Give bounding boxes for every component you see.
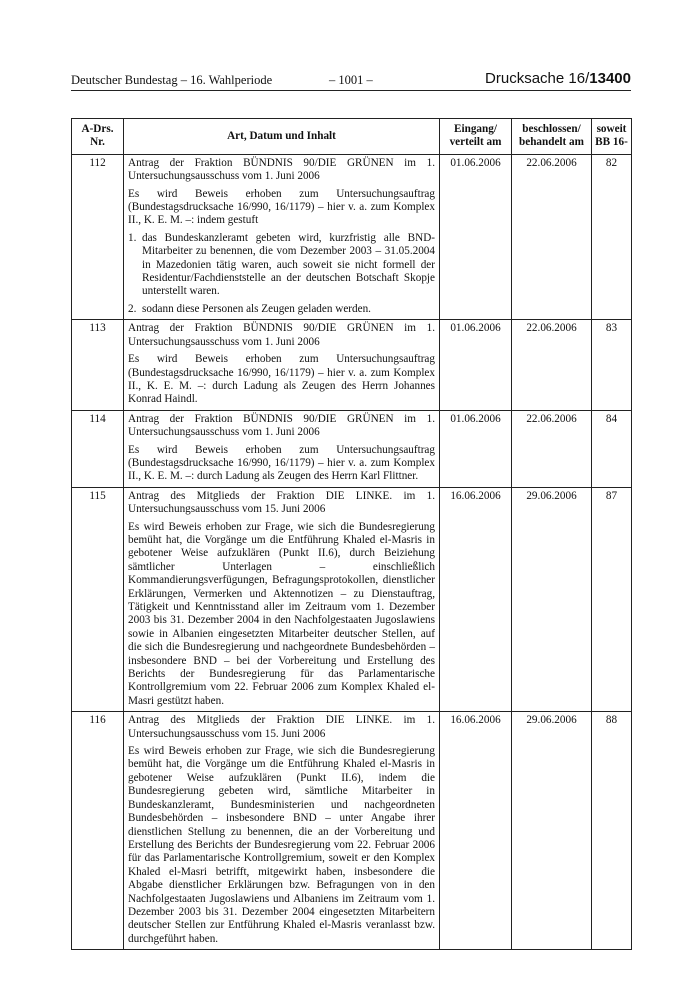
row-beschlossen-date: 22.06.2006 bbox=[512, 154, 592, 319]
col-header-eingang: Eingang/ verteilt am bbox=[440, 119, 512, 155]
row-title: Antrag der Fraktion BÜNDNIS 90/DIE GRÜNEN im 1. Untersuchungsausschuss vom 1. Juni 2006 bbox=[128, 156, 435, 183]
row-soweit-ref: 88 bbox=[592, 712, 632, 950]
table-header-row bbox=[72, 119, 632, 155]
row-content bbox=[124, 410, 440, 487]
row-content bbox=[124, 320, 440, 410]
list-text: sodann diese Personen als Zeugen geladen werden. bbox=[142, 302, 371, 315]
row-content bbox=[124, 154, 440, 319]
row-content bbox=[124, 487, 440, 712]
row-soweit-ref: 87 bbox=[592, 487, 632, 712]
table-row bbox=[72, 410, 632, 487]
list-item bbox=[128, 303, 435, 316]
table-row bbox=[72, 320, 632, 410]
row-title: Antrag des Mitglieds der Fraktion DIE LINKE. im 1. Untersuchungsausschuss vom 15. Juni 2006 bbox=[128, 489, 435, 516]
table-row bbox=[72, 712, 632, 950]
page-number: – 1001 – bbox=[329, 73, 373, 87]
row-beschlossen-date: 22.06.2006 bbox=[512, 410, 592, 487]
row-beschlossen-date: 29.06.2006 bbox=[512, 712, 592, 950]
list-number: 2. bbox=[128, 302, 137, 315]
row-eingang-date: 01.06.2006 bbox=[440, 410, 512, 487]
doc-prefix: Drucksache bbox=[485, 70, 569, 87]
row-beschlossen-date: 22.06.2006 bbox=[512, 320, 592, 410]
row-title: Antrag der Fraktion BÜNDNIS 90/DIE GRÜNEN im 1. Untersuchungsausschuss vom 1. Juni 2006 bbox=[128, 322, 435, 348]
row-eingang-date: 16.06.2006 bbox=[440, 487, 512, 712]
list-number: 1. bbox=[128, 231, 137, 244]
row-title: Antrag der Fraktion BÜNDNIS 90/DIE GRÜNEN im 1. Untersuchungsausschuss vom 1. Juni 2006 bbox=[128, 412, 435, 439]
row-soweit-ref: 84 bbox=[592, 410, 632, 487]
document-number bbox=[485, 70, 631, 87]
row-body: Es wird Beweis erhoben zur Frage, wie sich die Bundesregierung bemüht hat, die Vorgänge um die Entführung Khaled el-Masris in gebotener Weise aufzuklären (Punkt II.6), durch Beiziehung sämtlicher Unterlagen – einschließlich Kommandierungsverfügungen, Befragungsprotokollen, dienstlicher Erklärungen, Vermerken und Aktennotizen – zu Dienstauftrag, Tätigkeit und Kenntnisstand aller im Zeitraum vom 1. Dezember 2003 bis 31. Dezember 2004 in den Nachfolgestaaten Jugoslawiens sowie in Albanien eingesetzten Mitarbeiter deutscher Stellen, auf die sich die Bundesregierung und nachgeordnete Bundesbehörden – insbesondere BND – bei der Vorbereitung und Erstellung des Berichts der Bundesregierung für das Parlamentarische Kontrollgremium vom 22. Februar 2006 zum Komplex Khaled el-Masri gestützt haben. bbox=[128, 520, 435, 707]
page-header bbox=[71, 70, 631, 91]
antraege-table bbox=[71, 118, 632, 950]
row-body: Es wird Beweis erhoben zur Frage, wie sich die Bundesregierung bemüht hat, die Vorgänge um die Entführung Khaled el-Masris in gebotener Weise aufzuklären (Punkt II.6), indem die Bundesregierung gebeten wird, sämtliche Mitarbeiter in Bundeskanzleramt, Bundesministerien und nachgeordneten Bundesbehörden – insbesondere BND – unter Angabe ihrer dienstlichen Stellung zu benennen, die an der Vorbereitung und Erstellung des Berichts der Bundesregierung vom 22. Februar 2006 für das Parlamentarische Kontrollgremium, soweit er den Komplex Khaled el-Masri betrifft, mitgewirkt haben, insbesondere die Abgabe dienstlicher Erklärungen bzw. Befragungen von in den Nachfolgestaaten Jugoslawiens und Albaniens im Zeitraum vom 1. Dezember 2003 bis 31. Dezember 2004 eingesetzten Mitarbeitern deutscher Stellen zur Entführung Khaled el-Masris veranlasst bzw. durchgeführt haben. bbox=[128, 745, 435, 945]
list-text: das Bundeskanzleramt gebeten wird, kurzfristig alle BND-Mitarbeiter zu benennen, die vom Dezember 2003 – 31.05.2004 in Mazedonien tätig waren, auch soweit sie nicht formell der Residentur/Fachdienststelle an der deutschen Botschaft Skopje unterstellt waren. bbox=[142, 231, 435, 298]
row-eingang-date: 01.06.2006 bbox=[440, 154, 512, 319]
col-header-beschlossen: beschlossen/ behandelt am bbox=[512, 119, 592, 155]
row-title: Antrag des Mitglieds der Fraktion DIE LINKE. im 1. Untersuchungsausschuss vom 15. Juni 2006 bbox=[128, 714, 435, 740]
row-number: 113 bbox=[72, 320, 124, 410]
col-header-soweit: soweit BB 16- bbox=[592, 119, 632, 155]
row-soweit-ref: 82 bbox=[592, 154, 632, 319]
row-number: 115 bbox=[72, 487, 124, 712]
doc-number-period: 16/ bbox=[568, 70, 590, 87]
row-number: 116 bbox=[72, 712, 124, 950]
row-eingang-date: 01.06.2006 bbox=[440, 320, 512, 410]
table-row bbox=[72, 154, 632, 319]
col-header-nr: A-Drs. Nr. bbox=[72, 119, 124, 155]
row-number: 114 bbox=[72, 410, 124, 487]
row-content bbox=[124, 712, 440, 950]
table-row bbox=[72, 487, 632, 712]
row-beschlossen-date: 29.06.2006 bbox=[512, 487, 592, 712]
row-eingang-date: 16.06.2006 bbox=[440, 712, 512, 950]
row-number: 112 bbox=[72, 154, 124, 319]
row-body: Es wird Beweis erhoben zum Untersuchungsauftrag (Bundestagsdrucksache 16/990, 16/1179) – hier v. a. zum Komplex II., K. E. M. –: durch Ladung als Zeugen des Herrn Johannes Konrad Haindl. bbox=[128, 353, 435, 406]
row-body: Es wird Beweis erhoben zum Untersuchungsauftrag (Bundestagsdrucksache 16/990, 16/1179) – hier v. a. zum Komplex II., K. E. M. –: indem gestuft bbox=[128, 187, 435, 227]
row-body: Es wird Beweis erhoben zum Untersuchungsauftrag (Bundestagsdrucksache 16/990, 16/1179) – hier v. a. zum Komplex II., K. E. M. –: durch Ladung als Zeugen des Herrn Karl Flittner. bbox=[128, 443, 435, 483]
col-header-content: Art, Datum und Inhalt bbox=[124, 119, 440, 155]
list-item bbox=[128, 232, 435, 299]
row-soweit-ref: 83 bbox=[592, 320, 632, 410]
parliament-title: Deutscher Bundestag – 16. Wahlperiode bbox=[71, 73, 273, 87]
doc-number-main: 13400 bbox=[589, 70, 631, 87]
